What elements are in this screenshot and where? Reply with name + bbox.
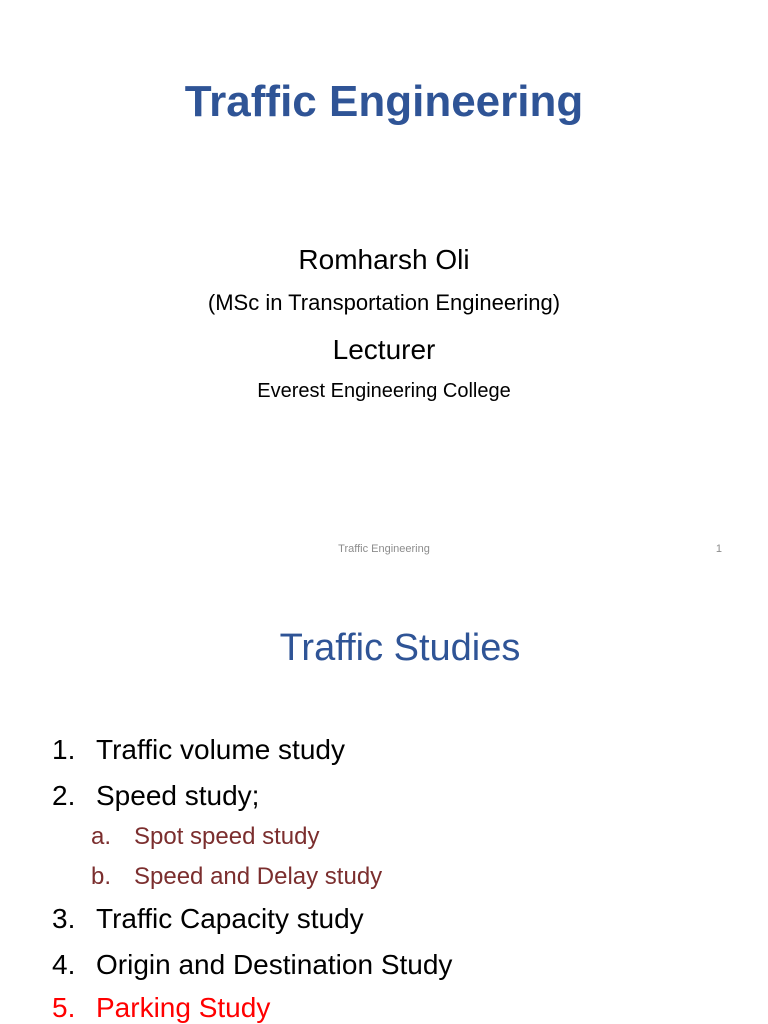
- list-item-label: Speed study;: [96, 780, 260, 811]
- sub-list-item: [91, 861, 382, 893]
- list-item-label: Origin and Destination Study: [96, 949, 453, 980]
- institution-name: Everest Engineering College: [257, 380, 511, 402]
- author-qualification: (MSc in Transportation Engineering): [207, 290, 561, 315]
- list-item-highlighted: [52, 990, 270, 1024]
- list-item-number: 1.: [52, 734, 76, 765]
- sub-list-item-label: Speed and Delay study: [134, 863, 383, 890]
- slide-footer: Traffic Engineering: [338, 543, 430, 555]
- list-item: [52, 901, 364, 937]
- content-slide: [0, 576, 768, 1024]
- sub-list-item: [91, 821, 319, 853]
- list-item: [52, 947, 452, 983]
- page-number: 1: [715, 543, 722, 555]
- list-item-number: 2.: [52, 780, 76, 811]
- list-item: [52, 732, 345, 768]
- slide-title: Traffic Studies: [279, 627, 521, 669]
- list-item-number: 3.: [52, 903, 76, 934]
- list-item-label: Traffic Capacity study: [96, 903, 364, 934]
- slide-title: Traffic Engineering: [184, 77, 584, 126]
- list-item: [52, 778, 259, 814]
- sub-list-item-label: Spot speed study: [134, 823, 320, 850]
- sub-list-item-letter: a.: [91, 823, 112, 850]
- author-role: Lecturer: [332, 334, 436, 365]
- sub-list-item-letter: b.: [91, 863, 112, 890]
- list-item-label: Parking Study: [96, 992, 271, 1023]
- list-item-label: Traffic volume study: [96, 734, 345, 765]
- list-item-number: 4.: [52, 949, 76, 980]
- list-item-number: 5.: [52, 992, 76, 1023]
- author-name: Romharsh Oli: [298, 244, 470, 275]
